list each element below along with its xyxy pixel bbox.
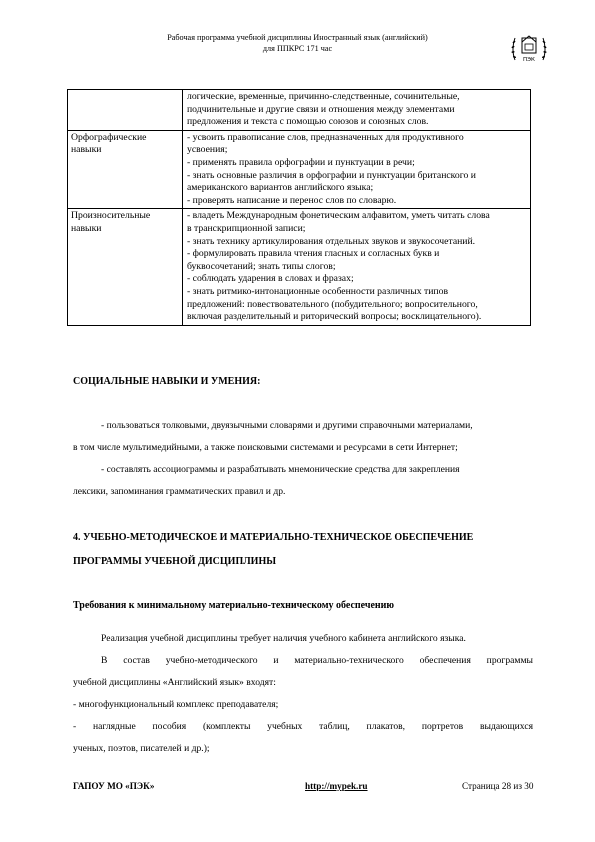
table-line: логические, временные, причинно-следственные, сочинительные, — [187, 91, 460, 102]
row-label-line: навыки — [71, 222, 102, 234]
paragraph-line: Реализация учебной дисциплины требует наличия учебного кабинета английского языка. — [101, 633, 466, 644]
table-line: предложения и текста с помощью союзов и союзных слов. — [187, 116, 429, 128]
table-line: - знать ритмико-интонационные особенности различных типов — [187, 285, 449, 297]
table-cell-label — [68, 209, 183, 325]
requirements-text — [73, 628, 533, 760]
paragraph-line: в том числе мультимедийными, а также поисковыми системами и ресурсами в сети Интернет; — [73, 442, 458, 453]
footer-page-number: Страница 28 из 30 — [462, 781, 534, 791]
row-label-line: навыки — [71, 144, 102, 156]
section-title-line: ПРОГРАММЫ УЧЕБНОЙ ДИСЦИПЛИНЫ — [73, 556, 277, 567]
table-line: буквосочетаний; знать типы слогов; — [187, 260, 336, 272]
requirements-heading: Требования к минимальному материально-техническому обеспечению — [73, 600, 395, 611]
table-line: - знать основные различия в орфографии и пунктуации британского и — [187, 169, 476, 181]
section-title-line: 4. УЧЕБНО-МЕТОДИЧЕСКОЕ И МАТЕРИАЛЬНО-ТЕХНИЧЕСКОЕ ОБЕСПЕЧЕНИЕ — [73, 532, 474, 543]
college-logo-icon — [509, 30, 549, 70]
table-line: - применять правила орфографии и пунктуации в речи; — [187, 156, 415, 168]
paragraph-line: - многофункциональный комплекс преподавателя; — [73, 699, 279, 710]
table-line: - формулировать правила чтения гласных и согласных букв и — [187, 248, 440, 260]
table-cell-content — [183, 130, 531, 209]
table-line: предложений: повествовательного (побудительного; вопросительного, — [187, 298, 478, 310]
table-row — [68, 130, 531, 209]
footer-website-link[interactable]: http://mypek.ru — [305, 781, 368, 791]
paragraph-line: - составлять ассоциограммы и разрабатывать мнемонические средства для закрепления — [101, 464, 460, 475]
paragraph-line: лексики, запоминания грамматических правил и др. — [73, 486, 286, 497]
skills-table — [67, 89, 531, 326]
table-line: усвоения; — [187, 144, 228, 156]
table-cell-label — [68, 130, 183, 209]
page-header — [0, 33, 595, 54]
header-title-line1: Рабочая программа учебной дисциплины Иностранный язык (английский) — [167, 33, 428, 42]
paragraph-line: ученых, поэтов, писателей и др.); — [73, 743, 210, 754]
paragraph-line: учебной дисциплины «Английский язык» входят: — [73, 677, 276, 688]
paragraph-line: - пользоваться толковыми, двуязычными словарями и другими справочными материалами, — [101, 420, 473, 431]
table-cell-content — [183, 209, 531, 325]
paragraph-line: - наглядные пособия (комплекты учебных таблиц, плакатов, портретов выдающихся — [73, 721, 533, 732]
table-line: - соблюдать ударения в словах и фразах; — [187, 273, 354, 285]
footer-organization: ГАПОУ МО «ПЭК» — [73, 781, 155, 791]
social-skills-heading: СОЦИАЛЬНЫЕ НАВЫКИ И УМЕНИЯ: — [73, 376, 261, 387]
header-title-line2: для ППКРС 171 час — [262, 43, 333, 53]
table-line: - владеть Международным фонетическим алфавитом, уметь читать слова — [187, 210, 490, 222]
logo-text: ПЭК — [523, 57, 535, 63]
table-line: в транскрипционной записи; — [187, 222, 306, 234]
table-cell-content — [183, 90, 531, 131]
table-cell-label — [68, 90, 183, 131]
table-line: подчинительные и другие связи и отношения между элементами — [187, 103, 455, 115]
paragraph-line: В состав учебно-методического и материально-технического обеспечения программы — [101, 655, 533, 666]
table-line: американского вариантов английского языка; — [187, 182, 374, 194]
social-skills-text — [73, 415, 533, 503]
table-row — [68, 90, 531, 131]
table-line: - проверять написание и перенос слов по словарю. — [187, 194, 397, 206]
table-line: включая разделительный и риторический вопросы; восклицательного). — [187, 311, 482, 323]
section-4-title — [73, 526, 473, 574]
table-line: - усвоить правописание слов, предназначенных для продуктивного — [187, 131, 464, 143]
row-label-line: Орфографические — [71, 131, 147, 143]
row-label-line: Произносительные — [71, 210, 151, 222]
table-row — [68, 209, 531, 325]
table-line: - знать технику артикулирования отдельных звуков и звукосочетаний. — [187, 235, 476, 247]
